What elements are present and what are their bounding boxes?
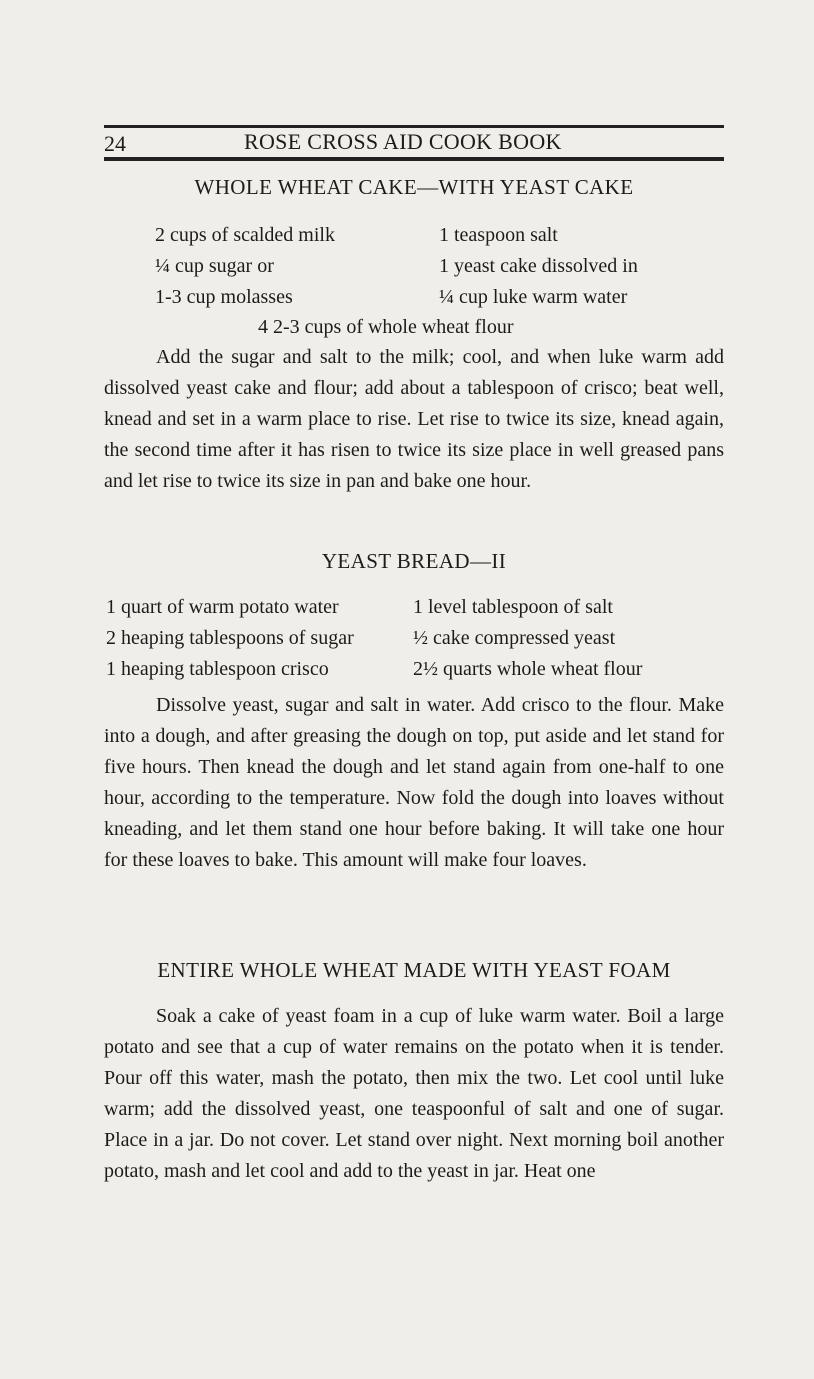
page-number: 24 xyxy=(104,131,126,156)
recipe-method: Dissolve yeast, sugar and salt in water. Add crisco to the flour. Make into a dough, and after greasing the dough on top, put aside and let stand for five hours. Then knead the dough and let stand again from one-half to one hour, according to the temperature. Now fold the dough into loaves without kneading, and let them stand one hour before baking. It will take one hour for these loaves to bake. This amount will make four loaves. xyxy=(104,694,724,871)
ingredient-left: 1 quart of warm potato water xyxy=(106,596,339,618)
ingredient-right: 1 level tablespoon of salt xyxy=(413,596,613,618)
ingredient-right: ¼ cup luke warm water xyxy=(439,286,628,308)
running-header xyxy=(104,128,724,156)
ingredient-centered: 4 2-3 cups of whole wheat flour xyxy=(258,316,514,338)
ingredient-left: ¼ cup sugar or xyxy=(155,255,274,277)
recipe-method: Add the sugar and salt to the milk; cool, and when luke warm add dissolved yeast cake and flour; add about a tablespoon of crisco; beat well, knead and set in a warm place to rise. Let rise to twice its size, knead again, the second time after it has risen to twice its size place in well greased pans and let rise to twice its size in pan and bake one hour. xyxy=(104,346,724,492)
ingredient-right: 1 yeast cake dissolved in xyxy=(439,255,638,277)
recipe-method: Soak a cake of yeast foam in a cup of luke warm water. Boil a large potato and see that a cup of water remains on the potato when it is tender. Pour off this water, mash the potato, then mix the two. Let cool until luke warm; add the dissolved yeast, one teaspoonful of salt and one of sugar. Place in a jar. Do not cover. Let stand over night. Next morning boil another potato, mash and let cool and add to the yeast in jar. Heat one xyxy=(104,1005,724,1182)
ingredient-right: ½ cake compressed yeast xyxy=(413,627,616,649)
ingredient-right: 2½ quarts whole wheat flour xyxy=(413,658,643,680)
header-bottom-rule xyxy=(104,157,724,161)
recipe-title-yeast-foam: ENTIRE WHOLE WHEAT MADE WITH YEAST FOAM xyxy=(157,958,671,982)
ingredient-right: 1 teaspoon salt xyxy=(439,224,558,246)
running-title: ROSE CROSS AID COOK BOOK xyxy=(244,129,562,154)
ingredient-left: 2 cups of scalded milk xyxy=(155,224,335,246)
ingredient-left: 1 heaping tablespoon crisco xyxy=(106,658,329,680)
recipe-title-yeast-bread: YEAST BREAD—II xyxy=(321,549,507,573)
ingredient-left: 2 heaping tablespoons of sugar xyxy=(106,627,354,649)
recipe-title-whole-wheat-cake: WHOLE WHEAT CAKE—WITH YEAST CAKE xyxy=(194,175,634,199)
ingredient-left: 1-3 cup molasses xyxy=(155,286,293,308)
